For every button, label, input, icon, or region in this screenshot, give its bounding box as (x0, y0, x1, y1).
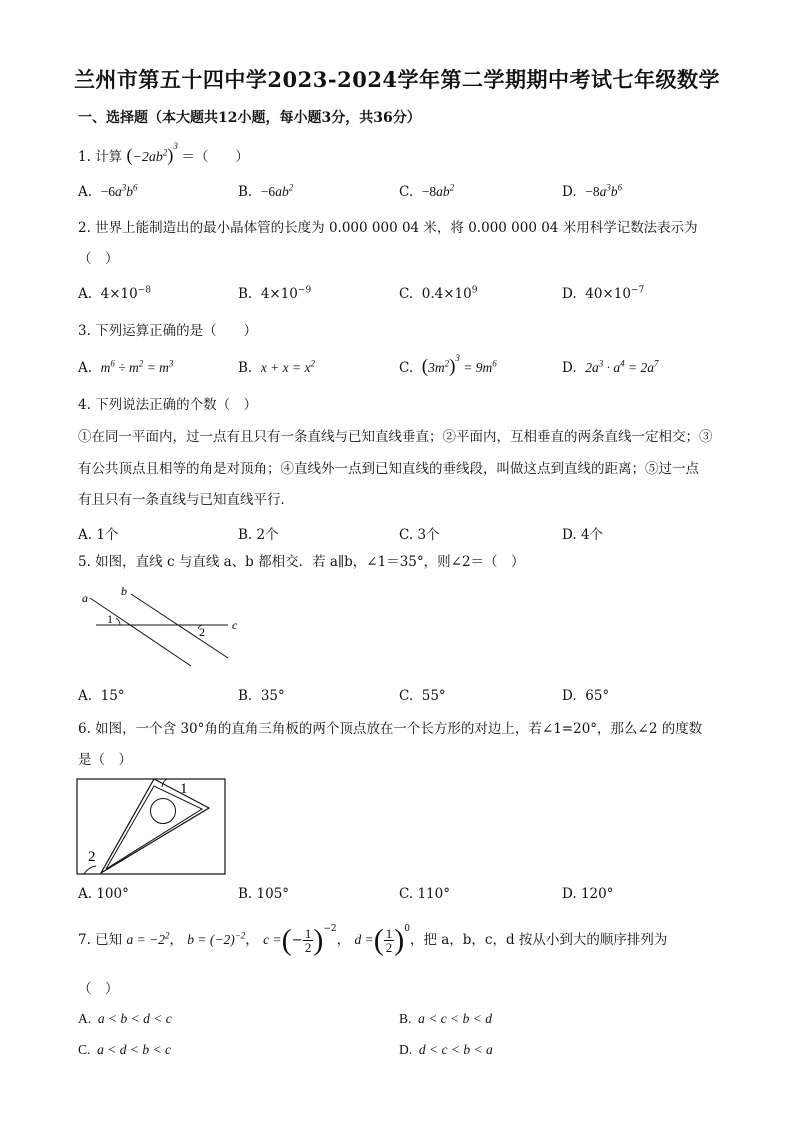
option-letter: B. (399, 1011, 412, 1026)
q7-suffix: ，把 a，b，c，d 按从小到大的顺序排列为 (409, 932, 668, 948)
option-letter: C. (399, 184, 414, 200)
q4-statement-line: 有公共顶点且相等的角是对顶角；④直线外一点到已知直线的垂线段，叫做这点到直线的距离；⑤过一点 (78, 461, 699, 477)
exp: 9 (471, 285, 478, 296)
q1-expr-exp: 2 (162, 147, 168, 158)
exp: 3 (598, 358, 604, 369)
label-angle-2: 2 (88, 849, 96, 865)
option-value: 4×10 (100, 286, 138, 302)
q7-blank: （ ） (78, 981, 119, 997)
q1-option-c[interactable] (399, 184, 454, 200)
q5-option-d[interactable] (562, 688, 609, 704)
option-letter: B. (238, 286, 253, 302)
q6-option-b[interactable] (238, 886, 289, 902)
triangle-hole (151, 799, 176, 824)
option-letter: B. (238, 527, 253, 543)
option-letter: B. (238, 360, 253, 376)
option-letter: C. (399, 286, 414, 302)
q6-option-c[interactable] (399, 886, 450, 902)
denominator: 2 (385, 940, 393, 955)
q4-option-a[interactable] (78, 523, 118, 543)
q7-c-sign: − (291, 932, 303, 948)
coef: −8 (421, 184, 437, 199)
option-value: 120° (580, 886, 614, 902)
label-c: c (232, 618, 238, 632)
label-b: b (121, 584, 127, 598)
q7-option-b[interactable] (399, 1011, 492, 1027)
var: a (599, 184, 607, 199)
option-letter: A. (78, 886, 93, 902)
option-letter: D. (399, 1042, 413, 1057)
option-letter: C. (399, 688, 414, 704)
term: · a (603, 360, 621, 375)
q7-a-def: a = −2 (126, 932, 165, 947)
option-value: 2个 (256, 527, 279, 543)
coef: −6 (100, 184, 116, 199)
line-a (90, 598, 191, 666)
q7-d-lhs: d = (354, 932, 374, 947)
q4-statement-line: ①在同一平面内，过一点有且只有一条直线与已知直线垂直；②平面内，互相垂直的两条直线一定相交；③ (78, 429, 713, 445)
option-letter: C. (399, 360, 414, 376)
triangle-inner (106, 786, 202, 869)
option-value: 105° (256, 886, 290, 902)
question-4: 4. 下列说法正确的个数（ ） (78, 397, 258, 413)
exp: 2 (449, 182, 455, 193)
question-6-cont: 是（ ） (78, 752, 132, 768)
exp: 3 (606, 182, 611, 193)
q7-option-a[interactable] (78, 1011, 172, 1027)
var: ab (275, 184, 289, 199)
q1-suffix: ＝（ ） (181, 149, 249, 165)
option-value: 15° (100, 688, 125, 704)
var: ab (436, 184, 450, 199)
q5-option-b[interactable] (238, 688, 285, 704)
section-heading: 一、选择题（本大题共12小题，每小题3分，共36分） (78, 110, 421, 126)
option-letter: D. (562, 886, 577, 902)
option-letter: A. (78, 286, 93, 302)
exp: −8 (137, 285, 152, 296)
label-angle-2: 2 (199, 625, 205, 639)
angle-2-arc (84, 866, 96, 874)
triangle-outer (101, 779, 209, 873)
exp: 2 (138, 358, 144, 369)
option-letter: D. (562, 688, 577, 704)
term: = m (143, 360, 169, 375)
rectangle (77, 779, 225, 874)
q1-expr-outer-exp: 3 (173, 141, 178, 152)
option-value: 65° (585, 688, 610, 704)
term: ÷ m (114, 360, 139, 375)
option-value: 40×10 (585, 286, 631, 302)
option-letter: B. (238, 886, 253, 902)
option-value: 100° (96, 886, 129, 902)
term: 3m (428, 360, 445, 375)
option-value: 35° (260, 688, 285, 704)
q1-option-d[interactable] (562, 184, 622, 200)
option-letter: C. (78, 1042, 91, 1057)
q1-option-a[interactable] (78, 184, 138, 200)
option-letter: A. (78, 1011, 92, 1026)
q4-option-c[interactable] (399, 523, 440, 543)
var: b (610, 184, 618, 199)
term: x + x = x (260, 360, 311, 375)
option-letter: D. (562, 286, 577, 302)
option-letter: C. (399, 886, 414, 902)
exp: 2 (164, 930, 170, 941)
q4-statement-line: 有且只有一条直线与已知直线平行． (78, 492, 294, 508)
option-value: 0.4×10 (421, 286, 472, 302)
q2-option-d[interactable] (562, 286, 644, 302)
numerator: 1 (304, 926, 312, 941)
exp: 6 (492, 358, 497, 369)
q7-c-fraction (303, 927, 314, 954)
exp: −7 (630, 285, 645, 296)
q7-c-lhs: c = (263, 932, 282, 947)
q3-option-c[interactable]: C. $(3m^2)^3 = 9m^6$ (399, 352, 497, 377)
option-letter: D. (562, 360, 577, 376)
option-value: 4个 (580, 527, 604, 543)
angle-1-arc (116, 618, 120, 625)
label-angle-1: 1 (107, 612, 113, 626)
q2-option-a[interactable] (78, 286, 151, 302)
var: a (115, 184, 122, 199)
q7-prefix: 7. 已知 (78, 932, 123, 948)
option-letter: A. (78, 184, 93, 200)
q5-option-c[interactable] (399, 688, 446, 704)
exp: 6 (110, 358, 115, 369)
option-value: 3个 (417, 527, 440, 543)
term: m (100, 360, 111, 375)
q5-option-a[interactable] (78, 688, 125, 704)
q7-option-d[interactable] (399, 1042, 493, 1058)
q4-option-d[interactable] (562, 523, 603, 543)
question-1 (78, 141, 249, 167)
q2-option-c[interactable] (399, 286, 477, 302)
exp: 7 (653, 358, 659, 369)
option-letter: A. (78, 527, 93, 543)
page-title: 兰州市第五十四中学2023-2024学年第二学期期中考试七年级数学 (73, 67, 721, 92)
term: = 9m (459, 360, 493, 375)
coef: −8 (585, 184, 600, 199)
exp: 0 (404, 923, 410, 934)
numerator: 1 (385, 926, 393, 941)
option-value: 110° (417, 886, 450, 902)
var: b (126, 184, 134, 199)
q1-option-b[interactable] (238, 184, 293, 200)
label-a: a (82, 591, 88, 605)
exp: 4 (620, 358, 625, 369)
q7-d-fraction (384, 927, 395, 954)
option-value: d < c < b < a (418, 1042, 493, 1057)
option-letter: D. (562, 184, 577, 200)
exp: 3 (455, 352, 460, 363)
term: 2a (585, 360, 599, 375)
exp: 2 (444, 358, 450, 369)
q7-b-def: b = (−2) (187, 932, 235, 947)
question-2: 2. 世界上能制造出的最小晶体管的长度为 0.000 000 04 米，将 0.000 000 04 米用科学记数法表示为 (78, 220, 698, 236)
exp: 3 (121, 182, 127, 193)
option-value: 55° (421, 688, 446, 704)
q2-option-b[interactable] (238, 286, 311, 302)
q6-figure (74, 776, 230, 878)
question-6: 6. 如图，一个含 30°角的直角三角板的两个顶点放在一个长方形的对边上，若∠1=20°，那么∠2 的度数 (78, 721, 703, 737)
label-angle-1: 1 (180, 781, 188, 797)
q1-expression: $(-2ab^2)^3$ (126, 141, 178, 165)
coef: −6 (260, 184, 276, 199)
exp: −2 (234, 930, 246, 941)
option-value: a < b < d < c (97, 1011, 172, 1026)
q1-prefix: 1. 计算 (78, 149, 123, 165)
exp: 3 (168, 358, 174, 369)
option-letter: B. (238, 688, 253, 704)
option-letter: B. (238, 184, 253, 200)
q1-expr-base: −2ab (132, 150, 163, 165)
q6-option-d[interactable] (562, 886, 613, 902)
option-letter: C. (399, 527, 414, 543)
option-value: 4×10 (260, 286, 298, 302)
option-value: a < d < b < c (97, 1042, 171, 1057)
exp: −2 (323, 923, 337, 934)
question-7: 7. 已知 $a = -2^2$， $b = (-2)^{-2}$， c =(− $\frac{1}{2}$ )$^{-2}$， d =( $\frac{1}{2}$ )$^0$，把 a，b，c，d 按从小到大的顺序排列为 (78, 923, 668, 957)
q6-option-a[interactable] (78, 886, 129, 902)
option-letter: D. (562, 527, 577, 543)
q3-option-a[interactable] (78, 360, 173, 376)
option-value: a < c < b < d (418, 1011, 492, 1026)
exp: 2 (310, 358, 316, 369)
exp: −9 (297, 285, 312, 296)
q5-figure (76, 582, 256, 674)
option-letter: A. (78, 688, 93, 704)
q4-option-b[interactable] (238, 523, 279, 543)
option-letter: A. (78, 360, 93, 376)
question-5: 5. 如图，直线 c 与直线 a、b 都相交．若 a∥b，∠1＝35°，则∠2＝（ ） (78, 554, 525, 570)
term: = 2a (624, 360, 654, 375)
exp: 2 (288, 182, 294, 193)
q7-option-c[interactable] (78, 1042, 171, 1058)
exp: 6 (617, 182, 623, 193)
line-b (131, 594, 228, 658)
option-value: 1个 (96, 527, 119, 543)
denominator: 2 (304, 940, 312, 955)
q3-option-b[interactable] (238, 360, 315, 376)
q3-option-d[interactable] (562, 360, 658, 376)
question-3: 3. 下列运算正确的是（ ） (78, 323, 258, 339)
exp: 6 (133, 182, 138, 193)
q2-blank: （ ） (78, 251, 119, 267)
